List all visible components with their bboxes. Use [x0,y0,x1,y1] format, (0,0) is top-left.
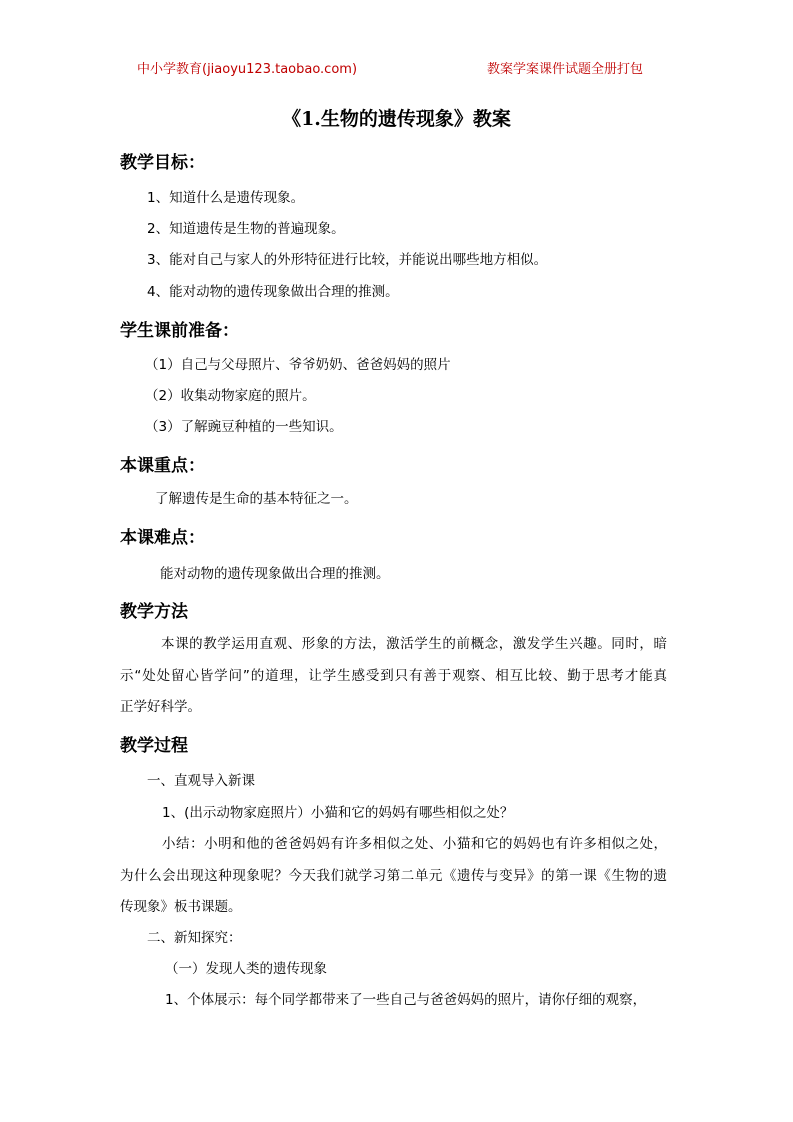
summary-line: 为什么会出现这种现象呢？今天我们就学习第二单元《遗传与变异》的第一课《生物的遗 [120,868,667,884]
key-point-heading: 本课重点： [120,456,205,476]
goal-item: 3、能对自己与家人的外形特征进行比较，并能说出哪些地方相似。 [147,252,548,268]
key-point-text: 了解遗传是生命的基本特征之一。 [155,491,358,507]
document-title: 《1.生物的遗传现象》教案 [282,108,511,130]
process-step1: 1、(出示动物家庭照片）小猫和它的妈妈有哪些相似之处？ [162,805,514,821]
prep-item: （2）收集动物家庭的照片。 [145,388,316,404]
page-header-left: 中小学教育(jiaoyu123.taobao.com) [137,62,358,77]
goal-item: 2、知道遗传是生物的普遍现象。 [147,221,345,237]
prep-item: （3）了解豌豆种植的一些知识。 [145,419,343,435]
method-heading: 教学方法 [120,602,188,622]
goals-heading: 教学目标： [120,153,205,173]
process-part1: 一、直观导入新课 [147,773,255,789]
summary-line: 小结：小明和他的爸爸妈妈有许多相似之处、小猫和它的妈妈也有许多相似之处， [162,836,667,852]
goal-item: 4、能对动物的遗传现象做出合理的推测。 [147,284,399,300]
process-step2: 1、个体展示：每个同学都带来了一些自己与爸爸妈妈的照片，请你仔细的观察， [165,992,647,1008]
difficulty-text: 能对动物的遗传现象做出合理的推测。 [160,566,390,582]
goal-item: 1、知道什么是遗传现象。 [147,190,305,206]
method-line: 示“处处留心皆学问”的道理，让学生感受到只有善于观察、相互比较、勤于思考才能真 [120,668,667,684]
process-sub1: （一）发现人类的遗传现象 [165,961,327,977]
summary-line: 传现象》板书课题。 [120,899,242,915]
prep-heading: 学生课前准备： [120,321,239,341]
page-header-right: 教案学案课件试题全册打包 [487,62,644,77]
method-line: 正学好科学。 [120,699,201,715]
process-part2: 二、新知探究： [147,930,242,946]
process-heading: 教学过程 [120,736,188,756]
prep-item: （1）自己与父母照片、爷爷奶奶、爸爸妈妈的照片 [145,357,451,373]
method-line: 本课的教学运用直观、形象的方法，激活学生的前概念，激发学生兴趣。同时，暗 [161,636,667,652]
difficulty-heading: 本课难点： [120,528,205,548]
